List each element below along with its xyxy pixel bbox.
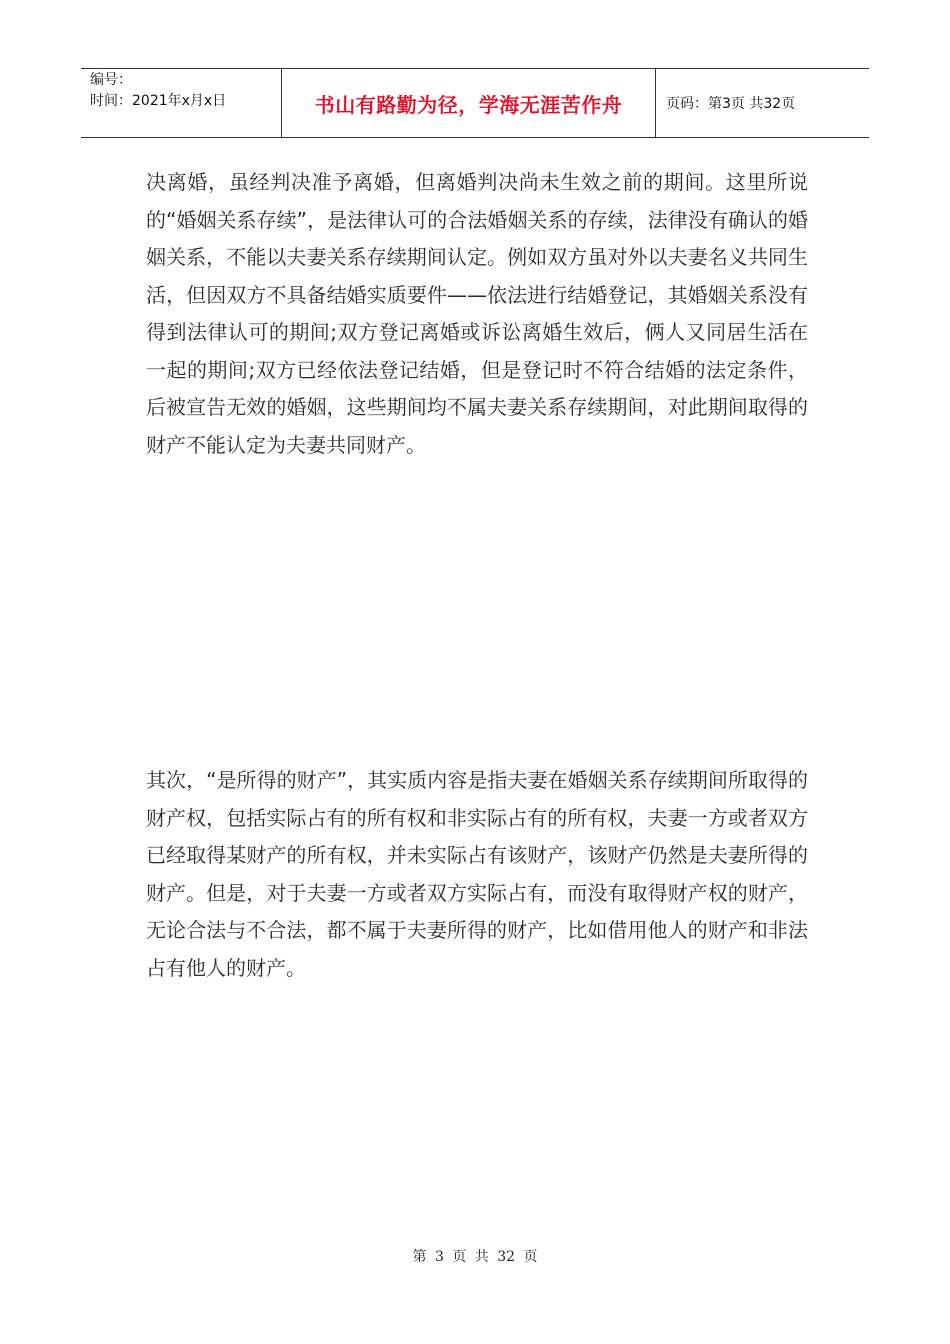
body-paragraph-1: 决离婚，虽经判决准予离婚，但离婚判决尚未生效之前的期间。这里所说的“婚姻关系存续”，是法律认可的合法婚姻关系的存续，法律没有确认的婚姻关系，不能以夫妻关系存续期间认定。例如双方虽对外以夫妻名义共同生活，但因双方不具备结婚实质要件——依法进行结婚登记，其婚姻关系没有得到法律认可的期间;双方登记离婚或诉讼离婚生效后，俩人又同居生活在一起的期间;双方已经依法登记结婚，但是登记时不符合结婚的法定条件，后被宣告无效的婚姻，这些期间均不属夫妻关系存续期间，对此期间取得的财产不能认定为夫妻共同财产。 xyxy=(146,170,808,457)
header-meta xyxy=(81,69,282,137)
body-paragraph-2: 其次，“是所得的财产”，其实质内容是指夫妻在婚姻关系存续期间所取得的财产权，包括实际占有的所有权和非实际占有的所有权，夫妻一方或者双方已经取得某财产的所有权，并未实际占有该财产，该财产仍然是夫妻所得的财产。但是，对于夫妻一方或者双方实际占有，而没有取得财产权的财产，无论合法与不合法，都不属于夫妻所得的财产，比如借用他人的财产和非法占有他人的财产。 xyxy=(146,768,808,980)
page-header xyxy=(81,68,869,138)
page-footer: 第 3 页 共 32 页 xyxy=(412,1249,538,1265)
document-number-label: 编号： xyxy=(90,72,132,88)
document-date: 时间：2021年x月x日 xyxy=(90,93,227,109)
header-motto: 书山有路勤为径，学海无涯苦作舟 xyxy=(282,69,656,137)
header-page-info: 页码：第3页 共32页 xyxy=(666,96,796,112)
